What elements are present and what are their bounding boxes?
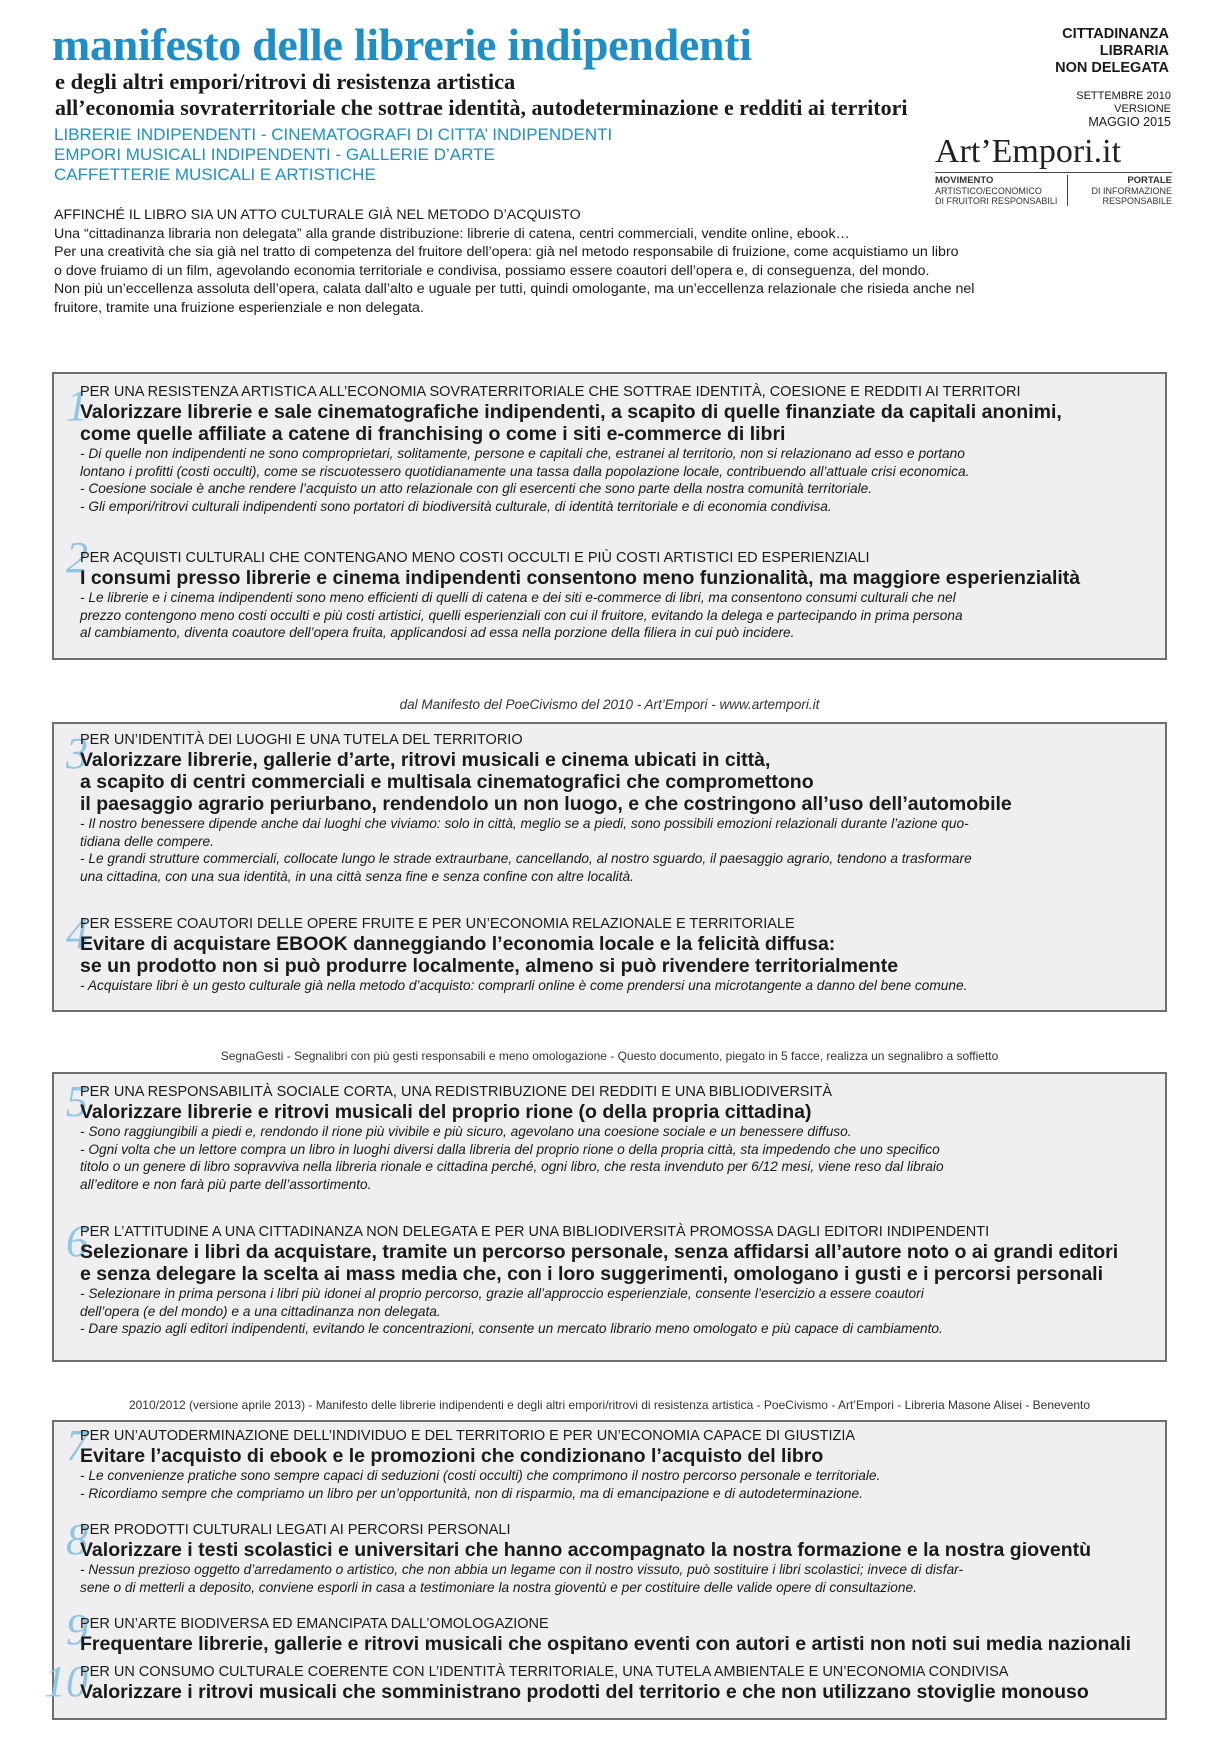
item-number: 4: [66, 909, 88, 958]
item-number: 3: [66, 729, 88, 778]
category-line: EMPORI MUSICALI INDIPENDENTI - GALLERIE D’ARTE: [54, 145, 495, 164]
manifesto-box-2: [52, 722, 1167, 1012]
item-note: - Le convenienze pratiche sono sempre capaci di seduzioni (costi occulti) che comprimono il nostro percorso personale e territoriale.: [80, 1468, 881, 1483]
manifesto-box-3: [52, 1072, 1167, 1362]
intro-line: fruitore, tramite una fruizione esperienziale e non delegata.: [54, 299, 424, 316]
date-settembre: SETTEMBRE 2010: [1076, 90, 1171, 102]
item-heading: Evitare di acquistare EBOOK danneggiando l’economia locale e la felicità diffusa:: [80, 933, 836, 955]
item-number: 2: [66, 533, 88, 582]
item-note: - Coesione sociale è anche rendere l’acquisto un atto relazionale con gli esercenti che sono parte della nostra comunità territoriale.: [80, 481, 873, 497]
caption-poecivismo: dal Manifesto del PoeCivismo del 2010 - Art’Empori - www.artempori.it: [399, 697, 820, 712]
item-heading: Frequentare librerie, gallerie e ritrovi musicali che ospitano eventi con autori e artisti non noti sui media nazionali: [80, 1633, 1132, 1655]
item-note: - Il nostro benessere dipende anche dai luoghi che viviamo: solo in città, meglio se a piedi, sono possibili emozioni relazionali durante l’azione quo-: [80, 816, 969, 831]
intro-line: AFFINCHÉ IL LIBRO SIA UN ATTO CULTURALE GIÀ NEL METODO D’ACQUISTO: [54, 207, 581, 223]
item-note: all’editore e non farà più parte dell’assortimento.: [80, 1177, 372, 1193]
intro-line: o dove fruiamo di un film, agevolando economia territoriale e condivisa, possiamo essere coautori dell’opera e, di conseguenza, del mondo.: [54, 262, 930, 279]
version-dates: [1076, 90, 1171, 129]
item-heading: e senza delegare la scelta ai mass media che, con i loro suggerimenti, omologano i gusti e i percorsi personali: [80, 1263, 1103, 1285]
item-heading: Selezionare i libri da acquistare, tramite un percorso personale, senza affidarsi all’autore noto o ai grandi editori: [80, 1241, 1119, 1263]
item-heading: Valorizzare librerie e ritrovi musicali del proprio rione (o della propria cittadina): [80, 1101, 812, 1123]
item-note: tidiana delle compere.: [80, 833, 214, 849]
subtitle-2: all’economia sovraterritoriale che sottrae identità, autodeterminazione e redditi ai territori: [55, 95, 908, 120]
manifesto-item-7: [80, 1428, 1151, 1502]
date-maggio: MAGGIO 2015: [1088, 115, 1171, 129]
item-heading: come quelle affiliate a catene di franchising o come i siti e-commerce di libri: [80, 423, 786, 445]
manifesto-box-1: [52, 372, 1167, 660]
item-heading: Valorizzare i testi scolastici e universitari che hanno accompagnato la nostra formazione e la nostra gioventù: [80, 1539, 1092, 1561]
item-note: prezzo contengono meno costi occulti e più costi artistici, quelli esperienziali con cui il fruitore, evitando la delega e partecipando in prima persona: [80, 607, 963, 623]
item-label: PER UN’AUTODERMINAZIONE DELL’INDIVIDUO E DEL TERRITORIO E PER UN’ECONOMIA CAPACE DI GIUSTIZIA: [80, 1428, 856, 1444]
item-number: 1: [66, 381, 88, 430]
intro-line: Non più un’eccellenza assoluta dell’opera, calata dall’alto e uguale per tutti, quindi omologante, ma un’eccellenza relazionale che risieda anche nel: [54, 281, 975, 297]
intro-line: Per una creatività che sia già nel tratto di competenza del fruitore dell’opera: già nel metodo responsabile di fruizione, come acquistiamo un libro: [54, 244, 959, 260]
manifesto-item-5: [80, 1084, 1151, 1194]
item-heading: a scapito di centri commerciali e multisala cinematografici che compromettono: [80, 771, 814, 793]
item-label: PER ESSERE COAUTORI DELLE OPERE FRUITE E PER UN’ECONOMIA RELAZIONALE E TERRITORIALE: [80, 916, 795, 932]
item-label: PER UN’ARTE BIODIVERSA ED EMANCIPATA DALL’OMOLOGAZIONE: [80, 1616, 549, 1632]
item-number: 8: [66, 1515, 88, 1564]
manifesto-item-4: [80, 916, 1151, 995]
item-number: 10: [44, 1657, 88, 1706]
item-label: PER L’ATTITUDINE A UNA CITTADINANZA NON DELEGATA E PER UNA BIBLIODIVERSITÀ PROMOSSA DAGLI EDITORI INDIPENDENTI: [80, 1224, 990, 1240]
cittadinanza-heading: CITTADINANZA LIBRARIA NON DELEGATA: [1055, 26, 1169, 76]
item-heading: I consumi presso librerie e cinema indipendenti consentono meno funzionalità, ma maggiore esperienzialità: [80, 567, 1081, 589]
item-note: - Selezionare in prima persona i libri più idonei al proprio percorso, grazie all’approccio esperienziale, consente l’esercizio a essere coautori: [80, 1286, 924, 1301]
caption-versione: 2010/2012 (versione aprile 2013) - Manifesto delle librerie indipendenti e degli altri empori/ritrovi di resistenza artistica - PoeCivismo - Art’Empori - Libreria Masone Alisei - Benevento: [128, 1398, 1091, 1412]
item-label: PER UNA RESPONSABILITÀ SOCIALE CORTA, UNA REDISTRIBUZIONE DEI REDDITI E UNA BIBLIODIVERSITÀ: [80, 1084, 833, 1100]
item-label: PER PRODOTTI CULTURALI LEGATI AI PERCORSI PERSONALI: [80, 1522, 511, 1538]
item-note: - Le librerie e i cinema indipendenti sono meno efficienti di quelli di catena e dei siti e-commerce di libri, ma consentono consumi culturali che nel: [80, 590, 956, 605]
item-note: sene o di metterli a deposito, conviene esporli in casa a testimoniare la nostra gioventù e per costituire delle valide opere di consultazione.: [80, 1579, 917, 1595]
item-number: 7: [66, 1421, 88, 1470]
item-label: PER ACQUISTI CULTURALI CHE CONTENGANO MENO COSTI OCCULTI E PIÙ COSTI ARTISTICI ED ESPERIENZIALI: [80, 550, 870, 566]
item-note: una cittadina, con una sua identità, in una città senza fine e senza confine con altre località.: [80, 869, 634, 885]
item-note: - Sono raggiungibili a piedi e, rendondo il rione più vivibile e più sicuro, agevolano una coesione sociale e un benessere diffuso.: [80, 1124, 852, 1139]
item-label: PER UN’IDENTITÀ DEI LUOGHI E UNA TUTELA DEL TERRITORIO: [80, 732, 523, 748]
item-label: PER UNA RESISTENZA ARTISTICA ALL’ECONOMIA SOVRATERRITORIALE CHE SOTTRAE IDENTITÀ, COESIONE E REDDITI AI TERRITORI: [80, 384, 1021, 400]
item-number: 6: [66, 1217, 88, 1266]
page-title: manifesto delle librerie indipendenti: [52, 19, 752, 70]
manifesto-item-10: [80, 1664, 1151, 1703]
intro-text: [54, 206, 1184, 317]
item-note: - Ogni volta che un lettore compra un libro in luoghi diversi dalla libreria del proprio rione o della propria città, sta impedendo che uno specifico: [80, 1141, 940, 1157]
logo-subtitles: MOVIMENTO ARTISTICO/ECONOMICO DI FRUITORI RESPONSABILI PORTALE DI INFORMAZIONE RESPONSABILE: [935, 172, 1172, 207]
item-note: - Dare spazio agli editori indipendenti, evitando le concentrazioni, consente un mercato librario meno omologato e più capace di cambiamento.: [80, 1321, 943, 1337]
category-line: CAFFETTERIE MUSICALI E ARTISTICHE: [54, 165, 376, 184]
date-versione: VERSIONE: [1114, 103, 1171, 115]
item-number: 5: [66, 1077, 88, 1126]
manifesto-item-3: [80, 732, 1151, 886]
item-note: - Di quelle non indipendenti ne sono comproprietari, solitamente, persone e capitali che, estranei al territorio, non si relazionano ad esso e portano: [80, 446, 965, 461]
item-note: dell’opera (e del mondo) e a una cittadinanza non delegata.: [80, 1303, 441, 1319]
manifesto-item-2: [80, 550, 1151, 642]
item-note: - Nessun prezioso oggetto d’arredamento o artistico, che non abbia un legame con il nostro vissuto, può sostituire i libri scolastici; invece di disfar-: [80, 1562, 964, 1577]
manifesto-item-9: [80, 1616, 1151, 1655]
item-heading: Valorizzare i ritrovi musicali che somministrano prodotti del territorio e che non utilizzano stoviglie monouso: [80, 1681, 1089, 1703]
caption-segnagesti: SegnaGesti - Segnalibri con più gesti responsabili e meno omologazione - Questo documento, piegato in 5 facce, realizza un segnalibro a soffietto: [220, 1049, 999, 1063]
item-note: - Ricordiamo sempre che compriamo un libro per un’opportunità, non di risparmio, ma di emancipazione e di autodeterminazione.: [80, 1485, 863, 1501]
categories-list: [54, 125, 612, 185]
category-line: LIBRERIE INDIPENDENTI - CINEMATOGRAFI DI CITTA’ INDIPENDENTI: [54, 125, 613, 144]
logo-name: Art’Empori.it: [935, 133, 1122, 170]
manifesto-item-6: [80, 1224, 1151, 1338]
manifesto-item-8: [80, 1522, 1151, 1596]
item-label: PER UN CONSUMO CULTURALE COERENTE CON L’IDENTITÀ TERRITORIALE, UNA TUTELA AMBIENTALE E UN’ECONOMIA CONDIVISA: [80, 1664, 1009, 1680]
item-note: - Le grandi strutture commerciali, collocate lungo le strade extraurbane, cancellando, al nostro sguardo, il paesaggio agrario, tendono a trasformare: [80, 851, 972, 867]
item-heading: Evitare l’acquisto di ebook e le promozioni che condizionano l’acquisto del libro: [80, 1445, 824, 1467]
subtitle-1: e degli altri empori/ritrovi di resistenza artistica: [55, 69, 516, 94]
item-note: al cambiamento, diventa coautore dell’opera fruita, applicandosi ad essa nella porzione della filiera in cui può incidere.: [80, 625, 795, 641]
item-note: - Acquistare libri è un gesto culturale già nella metodo d’acquisto: comprarli online è come prendersi una microtangente a danno del bene comune.: [80, 978, 968, 993]
item-note: - Gli empori/ritrovi culturali indipendenti sono portatori di biodiversità culturale, di identità territoriale e di economia condivisa.: [80, 499, 832, 515]
item-number: 9: [66, 1605, 88, 1654]
manifesto-box-4: [44, 1420, 1167, 1720]
manifesto-item-1: [80, 384, 1151, 516]
item-heading: se un prodotto non si può produrre localmente, almeno si può rivendere territorialmente: [80, 955, 899, 977]
item-note: lontano i profitti (costi occulti), come se riscuotessero quotidianamente una tassa dalla popolazione locale, contribuendo all’attuale crisi economica.: [80, 463, 970, 479]
item-heading: il paesaggio agrario periurbano, rendendolo un non luogo, e che costringono all’uso dell’automobile: [80, 793, 1012, 815]
item-note: titolo o un genere di libro sopravviva nella libreria rionale e cittadina perché, ogni libro, che resta invenduto per 6/12 mesi, viene reso dal libraio: [80, 1159, 944, 1175]
item-heading: Valorizzare librerie e sale cinematografiche indipendenti, a scapito di quelle finanziate da capitali anonimi,: [80, 401, 1062, 423]
artempori-logo: [935, 134, 1172, 207]
intro-line: Una “cittadinanza libraria non delegata” alla grande distribuzione: librerie di catena, centri commerciali, vendite online, ebook…: [54, 225, 850, 242]
item-heading: Valorizzare librerie, gallerie d’arte, ritrovi musicali e cinema ubicati in città,: [80, 749, 771, 771]
